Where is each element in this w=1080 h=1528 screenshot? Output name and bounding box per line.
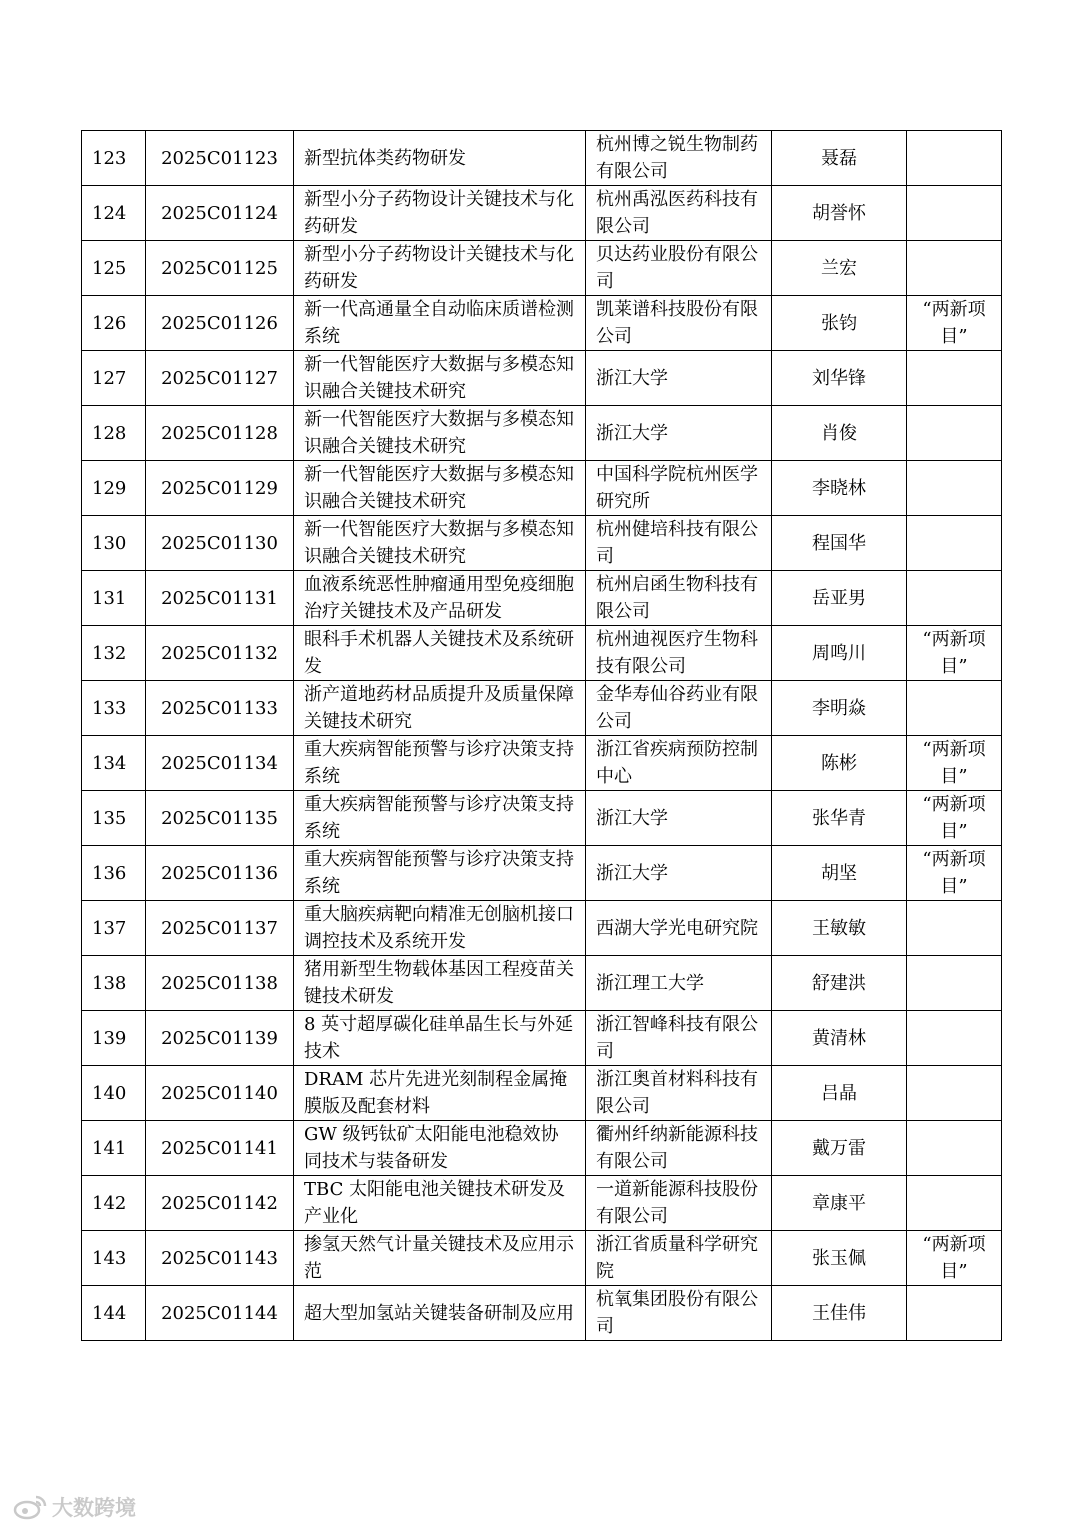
table-row — [82, 846, 1002, 901]
cell-org: 杭州启函生物科技有限公司 — [586, 571, 772, 626]
cell-code: 2025C01134 — [146, 736, 294, 791]
cell-code: 2025C01139 — [146, 1011, 294, 1066]
cell-no: 139 — [82, 1011, 146, 1066]
project-table — [81, 130, 1002, 1341]
cell-remark — [907, 406, 1002, 461]
table-row — [82, 351, 1002, 406]
table-row — [82, 1176, 1002, 1231]
cell-code: 2025C01124 — [146, 186, 294, 241]
cell-person: 王敏敏 — [772, 901, 907, 956]
cell-person: 周鸣川 — [772, 626, 907, 681]
cell-name: DRAM 芯片先进光刻制程金属掩膜版及配套材料 — [294, 1066, 586, 1121]
watermark-text: 大数跨境 — [52, 1496, 136, 1520]
cell-no: 144 — [82, 1286, 146, 1341]
cell-name: GW 级钙钛矿太阳能电池稳效协同技术与装备研发 — [294, 1121, 586, 1176]
cell-code: 2025C01142 — [146, 1176, 294, 1231]
cell-org: 浙江智峰科技有限公司 — [586, 1011, 772, 1066]
cell-code: 2025C01133 — [146, 681, 294, 736]
cell-name: TBC 太阳能电池关键技术研发及产业化 — [294, 1176, 586, 1231]
cell-org: 贝达药业股份有限公司 — [586, 241, 772, 296]
cell-no: 131 — [82, 571, 146, 626]
table-row — [82, 461, 1002, 516]
cell-org: 中国科学院杭州医学研究所 — [586, 461, 772, 516]
cell-remark — [907, 186, 1002, 241]
cell-code: 2025C01143 — [146, 1231, 294, 1286]
cell-remark — [907, 571, 1002, 626]
cell-person: 黄清林 — [772, 1011, 907, 1066]
cell-remark — [907, 1066, 1002, 1121]
cell-org: 浙江奥首材料科技有限公司 — [586, 1066, 772, 1121]
table-row — [82, 241, 1002, 296]
cell-remark — [907, 351, 1002, 406]
cell-name: 眼科手术机器人关键技术及系统研发 — [294, 626, 586, 681]
cell-remark — [907, 1176, 1002, 1231]
cell-org: 浙江大学 — [586, 406, 772, 461]
cell-person: 张玉佩 — [772, 1231, 907, 1286]
cell-no: 136 — [82, 846, 146, 901]
cell-name: 新型抗体类药物研发 — [294, 131, 586, 186]
cell-no: 135 — [82, 791, 146, 846]
cell-remark — [907, 1286, 1002, 1341]
cell-remark — [907, 901, 1002, 956]
cell-name: 新一代智能医疗大数据与多模态知识融合关键技术研究 — [294, 461, 586, 516]
cell-org: 杭州健培科技有限公司 — [586, 516, 772, 571]
cell-remark — [907, 1121, 1002, 1176]
cell-no: 129 — [82, 461, 146, 516]
cell-no: 141 — [82, 1121, 146, 1176]
cell-remark — [907, 516, 1002, 571]
cell-remark — [907, 681, 1002, 736]
cell-name: 新型小分子药物设计关键技术与化药研发 — [294, 241, 586, 296]
cell-name: 血液系统恶性肿瘤通用型免疫细胞治疗关键技术及产品研发 — [294, 571, 586, 626]
cell-code: 2025C01128 — [146, 406, 294, 461]
cell-remark — [907, 131, 1002, 186]
cell-code: 2025C01126 — [146, 296, 294, 351]
cell-code: 2025C01132 — [146, 626, 294, 681]
cell-person: 章康平 — [772, 1176, 907, 1231]
cell-code: 2025C01137 — [146, 901, 294, 956]
cell-person: 李明焱 — [772, 681, 907, 736]
cell-name: 重大疾病智能预警与诊疗决策支持系统 — [294, 791, 586, 846]
cell-person: 舒建洪 — [772, 956, 907, 1011]
cell-no: 133 — [82, 681, 146, 736]
cell-remark: “两新项目” — [907, 791, 1002, 846]
cell-code: 2025C01130 — [146, 516, 294, 571]
cell-remark: “两新项目” — [907, 846, 1002, 901]
cell-org: 杭氧集团股份有限公司 — [586, 1286, 772, 1341]
table-row — [82, 681, 1002, 736]
cell-org: 一道新能源科技股份有限公司 — [586, 1176, 772, 1231]
cell-name: 新一代高通量全自动临床质谱检测系统 — [294, 296, 586, 351]
table-row — [82, 901, 1002, 956]
cell-remark: “两新项目” — [907, 626, 1002, 681]
cell-code: 2025C01135 — [146, 791, 294, 846]
cell-code: 2025C01129 — [146, 461, 294, 516]
table-row — [82, 186, 1002, 241]
cell-remark — [907, 241, 1002, 296]
cell-person: 戴万雷 — [772, 1121, 907, 1176]
cell-no: 125 — [82, 241, 146, 296]
table-row — [82, 626, 1002, 681]
cell-name: 猪用新型生物载体基因工程疫苗关键技术研发 — [294, 956, 586, 1011]
cell-person: 王佳伟 — [772, 1286, 907, 1341]
cell-code: 2025C01140 — [146, 1066, 294, 1121]
cell-name: 重大疾病智能预警与诊疗决策支持系统 — [294, 846, 586, 901]
cell-no: 140 — [82, 1066, 146, 1121]
table-row — [82, 791, 1002, 846]
table-body — [82, 131, 1002, 1341]
cell-name: 掺氢天然气计量关键技术及应用示范 — [294, 1231, 586, 1286]
cell-person: 吕晶 — [772, 1066, 907, 1121]
cell-no: 126 — [82, 296, 146, 351]
cell-remark: “两新项目” — [907, 736, 1002, 791]
cell-name: 重大疾病智能预警与诊疗决策支持系统 — [294, 736, 586, 791]
cell-org: 杭州禹泓医药科技有限公司 — [586, 186, 772, 241]
table-row — [82, 571, 1002, 626]
cell-org: 浙江省疾病预防控制中心 — [586, 736, 772, 791]
table-row — [82, 131, 1002, 186]
cell-remark: “两新项目” — [907, 1231, 1002, 1286]
watermark — [12, 1492, 136, 1522]
table-row — [82, 1231, 1002, 1286]
cell-org: 衢州纤纳新能源科技有限公司 — [586, 1121, 772, 1176]
cell-name: 浙产道地药材品质提升及质量保障关键技术研究 — [294, 681, 586, 736]
cell-person: 张华青 — [772, 791, 907, 846]
cell-org: 杭州博之锐生物制药有限公司 — [586, 131, 772, 186]
cell-org: 浙江大学 — [586, 846, 772, 901]
cell-name: 新一代智能医疗大数据与多模态知识融合关键技术研究 — [294, 516, 586, 571]
cell-no: 142 — [82, 1176, 146, 1231]
cell-code: 2025C01144 — [146, 1286, 294, 1341]
cell-org: 凯莱谱科技股份有限公司 — [586, 296, 772, 351]
cell-org: 金华寿仙谷药业有限公司 — [586, 681, 772, 736]
cell-code: 2025C01141 — [146, 1121, 294, 1176]
cell-person: 刘华锋 — [772, 351, 907, 406]
cell-remark — [907, 1011, 1002, 1066]
cell-name: 重大脑疾病靶向精准无创脑机接口调控技术及系统开发 — [294, 901, 586, 956]
cell-person: 陈彬 — [772, 736, 907, 791]
table-row — [82, 516, 1002, 571]
cell-org: 浙江大学 — [586, 791, 772, 846]
cell-code: 2025C01125 — [146, 241, 294, 296]
cell-no: 128 — [82, 406, 146, 461]
cell-person: 李晓林 — [772, 461, 907, 516]
cell-no: 123 — [82, 131, 146, 186]
cell-name: 新型小分子药物设计关键技术与化药研发 — [294, 186, 586, 241]
cell-no: 127 — [82, 351, 146, 406]
cell-remark — [907, 956, 1002, 1011]
table-row — [82, 1286, 1002, 1341]
cell-person: 肖俊 — [772, 406, 907, 461]
cell-person: 张钧 — [772, 296, 907, 351]
cell-person: 胡誉怀 — [772, 186, 907, 241]
cell-no: 132 — [82, 626, 146, 681]
cell-person: 程国华 — [772, 516, 907, 571]
cell-org: 杭州迪视医疗生物科技有限公司 — [586, 626, 772, 681]
cell-person: 岳亚男 — [772, 571, 907, 626]
cell-no: 143 — [82, 1231, 146, 1286]
cell-remark: “两新项目” — [907, 296, 1002, 351]
cell-name: 8 英寸超厚碳化硅单晶生长与外延技术 — [294, 1011, 586, 1066]
cell-code: 2025C01138 — [146, 956, 294, 1011]
weibo-logo-icon — [12, 1493, 48, 1521]
cell-name: 新一代智能医疗大数据与多模态知识融合关键技术研究 — [294, 406, 586, 461]
cell-org: 浙江理工大学 — [586, 956, 772, 1011]
cell-code: 2025C01131 — [146, 571, 294, 626]
cell-person: 聂磊 — [772, 131, 907, 186]
table-row — [82, 956, 1002, 1011]
cell-person: 兰宏 — [772, 241, 907, 296]
cell-no: 124 — [82, 186, 146, 241]
cell-no: 137 — [82, 901, 146, 956]
cell-org: 浙江省质量科学研究院 — [586, 1231, 772, 1286]
table-row — [82, 296, 1002, 351]
table-row — [82, 736, 1002, 791]
table-row — [82, 406, 1002, 461]
cell-person: 胡坚 — [772, 846, 907, 901]
cell-no: 138 — [82, 956, 146, 1011]
cell-code: 2025C01127 — [146, 351, 294, 406]
cell-org: 浙江大学 — [586, 351, 772, 406]
cell-no: 134 — [82, 736, 146, 791]
cell-name: 超大型加氢站关键装备研制及应用 — [294, 1286, 586, 1341]
cell-code: 2025C01123 — [146, 131, 294, 186]
cell-no: 130 — [82, 516, 146, 571]
cell-remark — [907, 461, 1002, 516]
cell-name: 新一代智能医疗大数据与多模态知识融合关键技术研究 — [294, 351, 586, 406]
cell-org: 西湖大学光电研究院 — [586, 901, 772, 956]
cell-code: 2025C01136 — [146, 846, 294, 901]
table-row — [82, 1121, 1002, 1176]
table-row — [82, 1066, 1002, 1121]
table-row — [82, 1011, 1002, 1066]
